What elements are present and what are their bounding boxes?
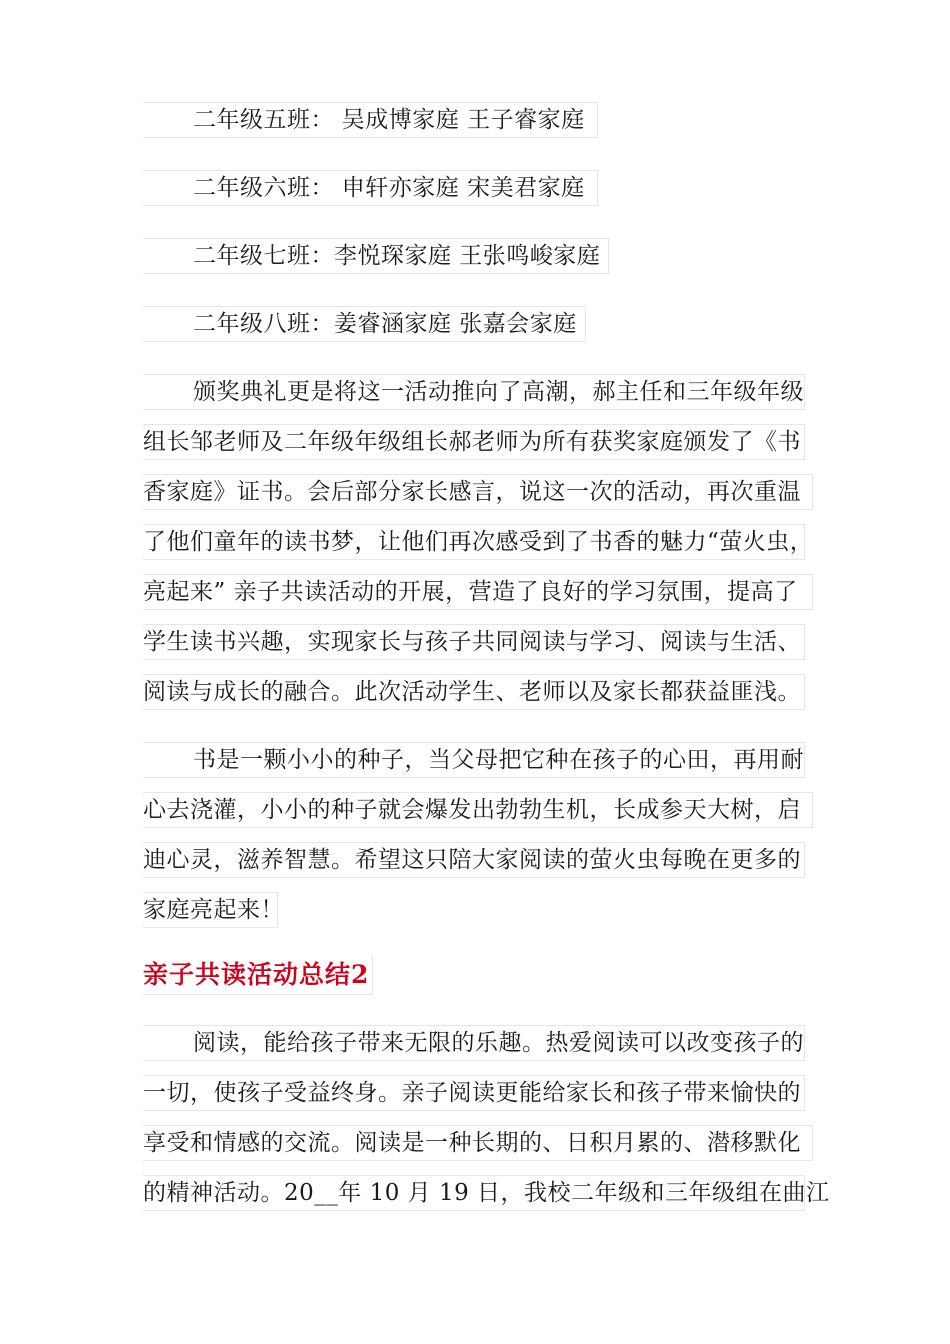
para2-line: 迪心灵，滋养智慧。希望这只陪大家阅读的萤火虫每晚在更多的	[143, 842, 805, 878]
para1-line: 香家庭》证书。会后部分家长感言，说这一次的活动，再次重温	[143, 474, 813, 510]
para3-line: 阅读，能给孩子带来无限的乐趣。热爱阅读可以改变孩子的	[143, 1025, 805, 1061]
para1-line: 组长邹老师及二年级年级组长郝老师为所有获奖家庭颁发了《书	[143, 424, 805, 460]
class-line-8: 二年级八班：姜睿涵家庭 张嘉会家庭	[143, 306, 586, 342]
para2-line: 心去浇灌，小小的种子就会爆发出勃勃生机，长成参天大树，启	[143, 792, 813, 828]
para1-line: 学生读书兴趣，实现家长与孩子共同阅读与学习、阅读与生活、	[143, 624, 805, 660]
para3-line: 享受和情感的交流。阅读是一种长期的、日积月累的、潜移默化	[143, 1125, 813, 1161]
para1-line: 亮起来” 亲子共读活动的开展，营造了良好的学习氛围，提高了	[143, 574, 813, 610]
para2-line: 家庭亮起来！	[143, 892, 278, 928]
para1-line: 阅读与成长的融合。此次活动学生、老师以及家长都获益匪浅。	[143, 674, 805, 710]
class-line-6: 二年级六班： 申轩亦家庭 宋美君家庭	[143, 170, 598, 206]
class-line-7: 二年级七班：李悦琛家庭 王张鸣峻家庭	[143, 238, 609, 274]
para3-line: 的精神活动。20__年 10 月 19 日，我校二年级和三年级组在曲江	[143, 1175, 805, 1211]
para1-line: 颁奖典礼更是将这一活动推向了高潮，郝主任和三年级年级	[143, 374, 805, 410]
para2-line: 书是一颗小小的种子，当父母把它种在孩子的心田，再用耐	[143, 742, 805, 778]
para1-line: 了他们童年的读书梦，让他们再次感受到了书香的魅力“萤火虫，	[143, 524, 805, 560]
class-line-5: 二年级五班： 吴成博家庭 王子睿家庭	[143, 102, 598, 138]
para3-line: 一切，使孩子受益终身。亲子阅读更能给家长和孩子带来愉快的	[143, 1075, 805, 1111]
section-heading: 亲子共读活动总结2	[143, 955, 373, 995]
